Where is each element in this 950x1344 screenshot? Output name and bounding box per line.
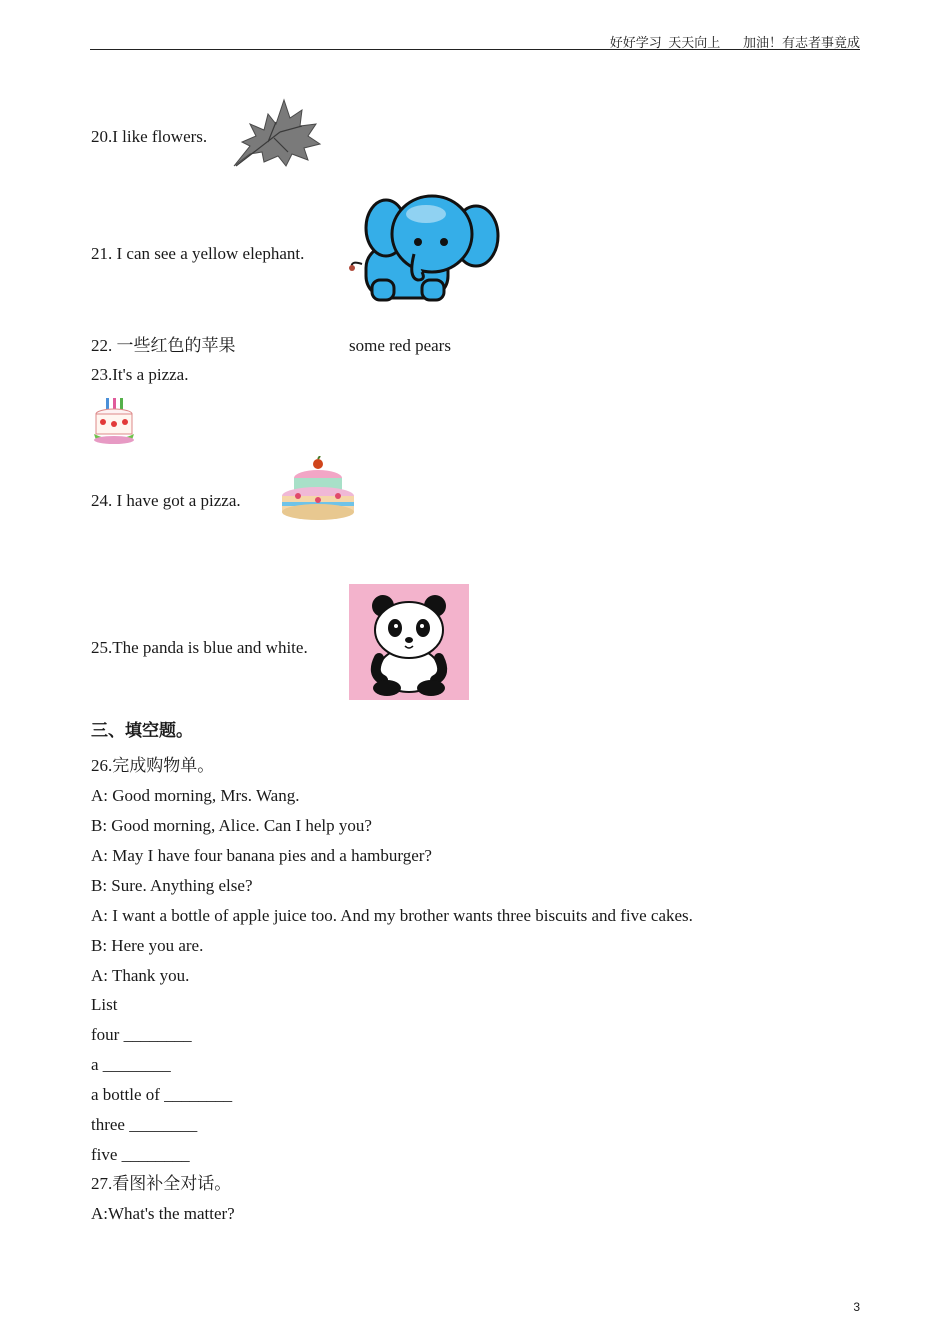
question-23: 23.It's a pizza. <box>91 365 189 384</box>
dialogue-line: B: Good morning, Alice. Can I help you? <box>91 816 372 835</box>
dialogue-line: A: Good morning, Mrs. Wang. <box>91 786 300 805</box>
dialogue-line: A: Thank you. <box>91 966 190 985</box>
list-title: List <box>91 995 118 1014</box>
dialogue-line: B: Sure. Anything else? <box>91 876 253 895</box>
list-item-blank: three ________ <box>91 1115 198 1134</box>
question-26-title: 26.完成购物单。 <box>91 756 215 775</box>
question-22-chinese: 22. 一些红色的苹果 <box>91 336 236 355</box>
header-motto: 好好学习 天天向上 加油！有志者事竟成 <box>609 35 860 50</box>
list-item-blank: a bottle of ________ <box>91 1085 233 1104</box>
elephant-image <box>344 188 504 312</box>
header-rule <box>90 49 860 50</box>
dialogue-line: A: I want a bottle of apple juice too. And my brother wants three biscuits and five cakes. <box>91 906 693 925</box>
question-25: 25.The panda is blue and white. <box>91 638 308 657</box>
list-item-blank: five ________ <box>91 1145 190 1164</box>
question-24: 24. I have got a pizza. <box>91 491 241 510</box>
dialogue-line: A: May I have four banana pies and a hamburger? <box>91 846 432 865</box>
list-item-blank: four ________ <box>91 1025 192 1044</box>
dialogue-line: B: Here you are. <box>91 936 204 955</box>
layer-cake-image <box>278 456 360 524</box>
leaf-image <box>228 96 324 172</box>
question-22-english: some red pears <box>349 336 451 355</box>
section-title-fill-in: 三、填空题。 <box>91 721 193 740</box>
question-21: 21. I can see a yellow elephant. <box>91 244 305 263</box>
panda-image <box>349 584 469 700</box>
page-number: 3 <box>853 1300 860 1314</box>
question-27-title: 27.看图补全对话。 <box>91 1174 232 1193</box>
birthday-cake-image <box>90 396 138 446</box>
list-item-blank: a ________ <box>91 1055 171 1074</box>
question-20: 20.I like flowers. <box>91 127 208 146</box>
question-27-line: A:What's the matter? <box>91 1204 235 1223</box>
